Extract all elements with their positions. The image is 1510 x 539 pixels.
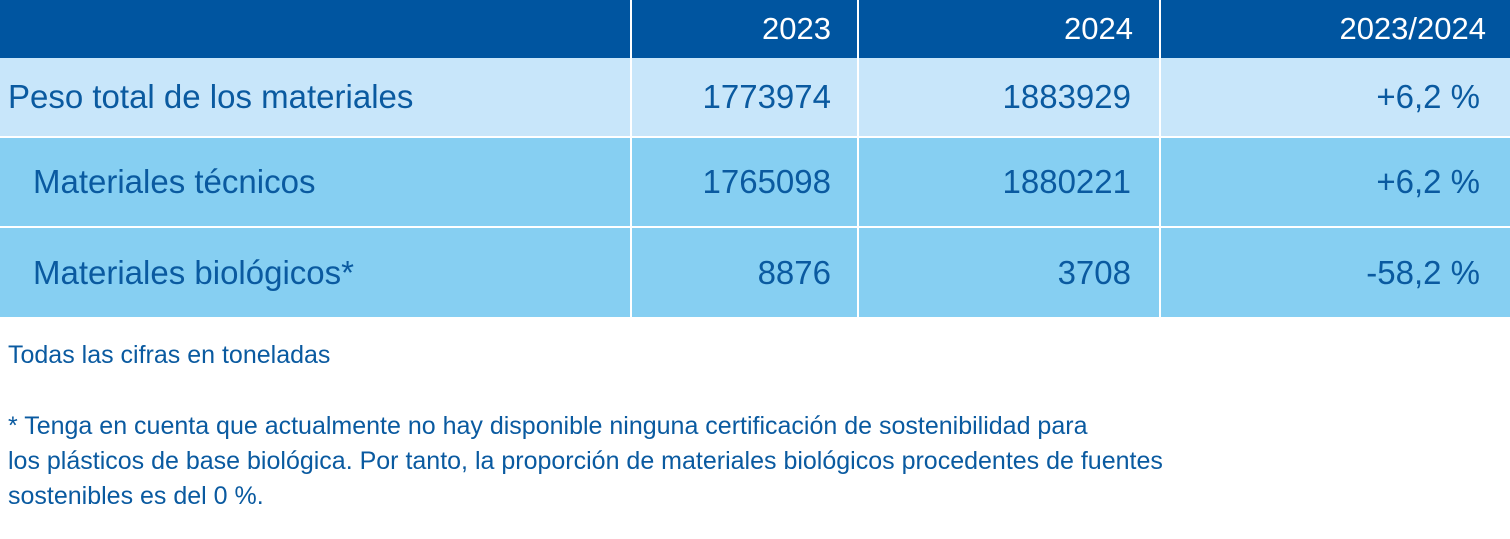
value-2023: 1773974 xyxy=(631,58,858,137)
footnote-line: los plásticos de base biológica. Por tanto, la proporción de materiales biológicos procedentes de fuentes xyxy=(8,447,1163,475)
value-change: +6,2 % xyxy=(1160,137,1510,227)
row-label: Materiales biológicos* xyxy=(0,227,631,317)
header-empty-cell xyxy=(0,0,631,58)
value-change: -58,2 % xyxy=(1160,227,1510,317)
footnote-line: * Tenga en cuenta que actualmente no hay disponible ninguna certificación de sostenibilidad para xyxy=(8,412,1088,440)
value-2024: 3708 xyxy=(858,227,1160,317)
table-row-total-weight xyxy=(0,58,1510,137)
header-2023: 2023 xyxy=(631,0,858,58)
value-2023: 1765098 xyxy=(631,137,858,227)
header-2024: 2024 xyxy=(858,0,1160,58)
table-row-technical-materials xyxy=(0,137,1510,227)
header-change: 2023/2024 xyxy=(1160,0,1510,58)
table-row-biological-materials xyxy=(0,227,1510,317)
value-2024: 1880221 xyxy=(858,137,1160,227)
footnote xyxy=(8,409,1163,514)
row-label: Peso total de los materiales xyxy=(0,58,631,137)
footnote-line: sostenibles es del 0 %. xyxy=(8,482,264,510)
row-label: Materiales técnicos xyxy=(0,137,631,227)
value-change: +6,2 % xyxy=(1160,58,1510,137)
value-2023: 8876 xyxy=(631,227,858,317)
header-row xyxy=(0,0,1510,58)
value-2024: 1883929 xyxy=(858,58,1160,137)
units-note: Todas las cifras en toneladas xyxy=(8,341,331,369)
